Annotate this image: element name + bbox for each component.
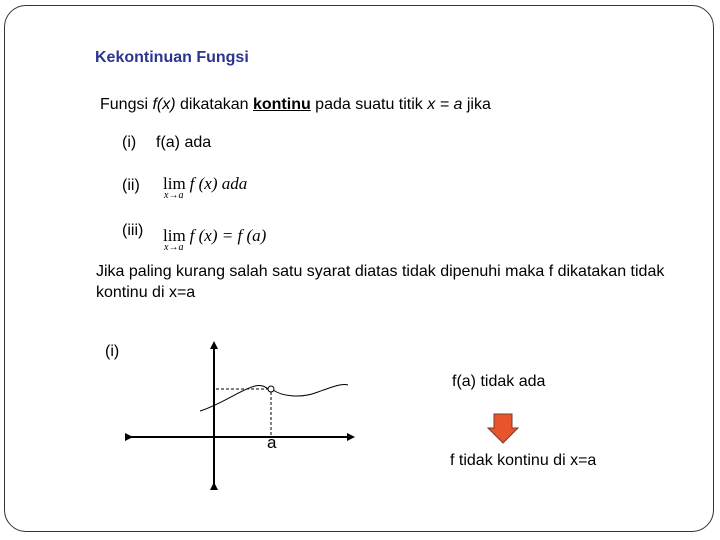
intro-before: Fungsi	[100, 96, 153, 113]
condition-1-label: (i)	[122, 134, 137, 151]
value-note: f(a) tidak ada	[452, 373, 546, 390]
limit-subscript: x→a	[164, 190, 184, 201]
open-circle	[268, 386, 274, 392]
intro-after: pada suatu titik	[310, 96, 428, 113]
condition-2-label: (ii)	[122, 177, 140, 194]
example-label: (i)	[105, 343, 120, 360]
discontinuity-statement: Jika paling kurang salah satu syarat diatas tidak dipenuhi maka f dikatakan tidak kontinu di x=a	[96, 263, 665, 301]
limit-symbol: lim	[163, 226, 186, 245]
slide-title: Kekontinuan Fungsi	[95, 49, 249, 66]
limit-expression: f (x) = f (a)	[189, 226, 267, 245]
down-arrow-icon	[488, 414, 518, 443]
conclusion-note: f tidak kontinu di x=a	[450, 452, 597, 469]
limit-expression: f (x) ada	[189, 174, 248, 193]
intro-keyword: kontinu	[252, 96, 311, 113]
condition-1-text: f(a) ada	[156, 134, 212, 151]
intro-end: jika	[462, 96, 491, 113]
intro-condition: x = a	[427, 96, 463, 113]
limit-subscript: x→a	[164, 242, 184, 253]
intro-fx: f(x)	[152, 96, 176, 113]
intro-mid: dikatakan	[175, 96, 253, 113]
point-a-label: a	[267, 433, 277, 452]
condition-3-label: (iii)	[122, 222, 144, 239]
limit-symbol: lim	[163, 174, 186, 193]
